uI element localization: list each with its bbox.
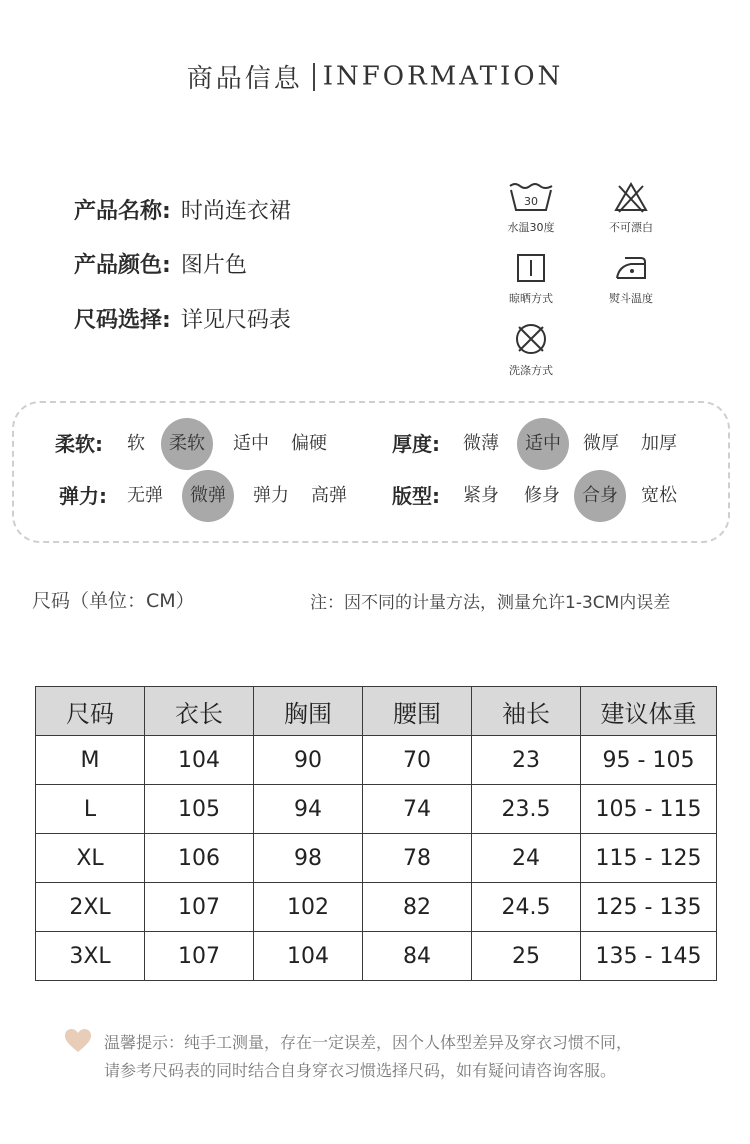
cell: 24.5 (472, 883, 581, 932)
drying-icon (515, 252, 547, 284)
product-name-label: 产品名称: (74, 199, 171, 224)
thickness-option: 微薄 (463, 433, 499, 454)
care-clean (486, 322, 576, 378)
cell: 78 (363, 834, 472, 883)
fit-option: 宽松 (641, 485, 677, 506)
softness-label: 柔软: (55, 432, 103, 456)
elasticity-option: 高弹 (311, 485, 347, 506)
product-name-row (74, 197, 291, 227)
cell: 115 - 125 (581, 834, 717, 883)
elasticity-option: 无弹 (127, 485, 163, 506)
cell: 94 (254, 785, 363, 834)
tip-line-2: 请参考尺码表的同时结合自身穿衣习惯选择尺码，如有疑问请咨询客服。 (104, 1061, 617, 1080)
softness-option-selected: 柔软 (161, 418, 213, 470)
thickness-option-selected: 适中 (517, 418, 569, 470)
col-header: 胸围 (254, 687, 363, 736)
col-header: 腰围 (363, 687, 472, 736)
size-unit-note: 尺码（单位：CM） (32, 590, 195, 612)
thickness-option: 加厚 (641, 433, 677, 454)
cell: 135 - 145 (581, 932, 717, 981)
table-row (36, 834, 717, 883)
thickness-label: 厚度: (392, 432, 440, 456)
care-bleach (586, 181, 676, 235)
header-divider (313, 63, 315, 91)
page-header (0, 58, 750, 102)
cell: 95 - 105 (581, 736, 717, 785)
elasticity-option-selected: 微弹 (182, 470, 234, 522)
cell: 105 (145, 785, 254, 834)
size-table (35, 686, 717, 981)
elasticity-option: 弹力 (253, 485, 289, 506)
cell: 90 (254, 736, 363, 785)
col-header: 衣长 (145, 687, 254, 736)
cell: 107 (145, 932, 254, 981)
care-dry (486, 252, 576, 306)
table-row (36, 932, 717, 981)
no-dry-clean-icon (514, 322, 548, 356)
cell: 82 (363, 883, 472, 932)
cell: 104 (254, 932, 363, 981)
fit-option: 修身 (524, 485, 560, 506)
cell: 102 (254, 883, 363, 932)
product-name-value: 时尚连衣裙 (180, 199, 291, 224)
col-header: 建议体重 (581, 687, 717, 736)
care-iron-caption: 熨斗温度 (609, 292, 653, 305)
table-row (36, 785, 717, 834)
col-header: 袖长 (472, 687, 581, 736)
fit-option-selected: 合身 (574, 470, 626, 522)
heart-icon (64, 1028, 92, 1058)
softness-option: 软 (127, 433, 145, 454)
svg-text:30: 30 (524, 195, 538, 208)
size-choice-label: 尺码选择: (74, 308, 171, 333)
table-header-row (36, 687, 717, 736)
softness-option: 适中 (233, 433, 269, 454)
size-choice-row (74, 306, 291, 336)
ironing-icon (611, 252, 651, 284)
cell: 25 (472, 932, 581, 981)
cell: 125 - 135 (581, 883, 717, 932)
cell: L (36, 785, 145, 834)
elasticity-label: 弹力: (59, 484, 107, 508)
care-wash-caption: 水温30度 (507, 221, 555, 234)
fit-option: 紧身 (463, 485, 499, 506)
thickness-option: 微厚 (583, 433, 619, 454)
fit-label: 版型: (392, 484, 440, 508)
warm-tip (104, 1029, 632, 1085)
cell: 2XL (36, 883, 145, 932)
header-title-cn: 商品信息 (186, 64, 303, 94)
care-iron (586, 252, 676, 306)
product-color-value: 图片色 (180, 253, 247, 278)
cell: 23 (472, 736, 581, 785)
tip-line-1: 温馨提示：纯手工测量，存在一定误差，因个人体型差异及穿衣习惯不同， (104, 1033, 633, 1052)
cell: 24 (472, 834, 581, 883)
cell: 3XL (36, 932, 145, 981)
size-choice-value: 详见尺码表 (180, 308, 291, 333)
cell: 107 (145, 883, 254, 932)
table-row (36, 883, 717, 932)
measurement-note: 注：因不同的计量方法，测量允许1-3CM内误差 (310, 593, 671, 613)
product-color-row (74, 251, 247, 281)
no-bleach-icon (613, 181, 649, 213)
product-color-label: 产品颜色: (74, 253, 171, 278)
cell: XL (36, 834, 145, 883)
cell: 74 (363, 785, 472, 834)
cell: M (36, 736, 145, 785)
header-title-en: INFORMATION (322, 61, 564, 92)
cell: 84 (363, 932, 472, 981)
care-bleach-caption: 不可漂白 (609, 221, 653, 234)
care-clean-caption: 洗涤方式 (509, 364, 553, 377)
softness-option: 偏硬 (291, 433, 327, 454)
cell: 106 (145, 834, 254, 883)
cell: 104 (145, 736, 254, 785)
cell: 105 - 115 (581, 785, 717, 834)
care-wash (486, 181, 576, 235)
col-header: 尺码 (36, 687, 145, 736)
care-dry-caption: 晾晒方式 (509, 292, 553, 305)
table-row (36, 736, 717, 785)
wash-30-icon (507, 181, 555, 213)
cell: 23.5 (472, 785, 581, 834)
cell: 98 (254, 834, 363, 883)
cell: 70 (363, 736, 472, 785)
